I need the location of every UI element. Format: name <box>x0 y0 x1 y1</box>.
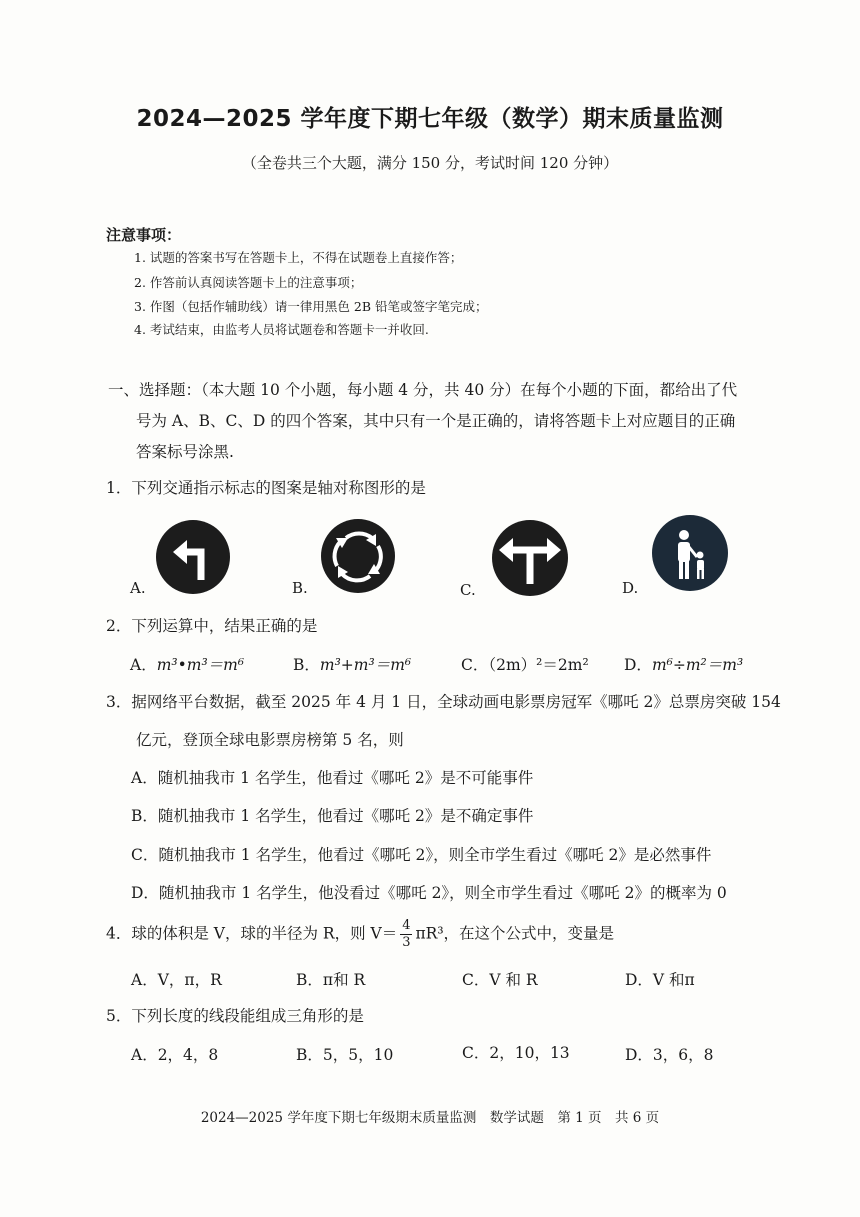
notice-heading: 注意事项： <box>106 226 182 244</box>
page-title: 2024—2025 学年度下期七年级（数学）期末质量监测 <box>136 106 724 132</box>
question-5-stem: 5．下列长度的线段能组成三角形的是 <box>106 1007 364 1025</box>
question-3-option-c: C．随机抽我市 1 名学生，他看过《哪吒 2》，则全市学生看过《哪吒 2》是必然事件 <box>131 846 712 864</box>
question-5-option-d: D．3，6，8 <box>625 1046 714 1064</box>
option-d-label: D. <box>622 579 639 597</box>
option-c-label: C. <box>460 581 476 599</box>
question-3-option-a: A．随机抽我市 1 名学生，他看过《哪吒 2》是不可能事件 <box>131 769 534 787</box>
turn-left-arrow-sign-icon <box>153 518 233 596</box>
notice-item: 1. 试题的答案书写在答题卡上，不得在试题卷上直接作答； <box>134 250 463 265</box>
question-5-option-b: B．5，5，10 <box>296 1046 394 1064</box>
option-b-label: B. <box>292 579 308 597</box>
turn-left-or-right-sign-icon <box>489 518 571 598</box>
question-2-option-d: D．m⁶÷m²＝m³ <box>624 656 744 674</box>
question-4-option-c: C．V 和 R <box>462 971 538 989</box>
notice-item: 3. 作图（包括作辅助线）请一律用黑色 2B 铅笔或签字笔完成； <box>134 299 488 314</box>
question-3-option-b: B．随机抽我市 1 名学生，他看过《哪吒 2》是不确定事件 <box>131 807 534 825</box>
question-4-option-d: D．V 和π <box>625 971 695 989</box>
section-heading-line: 答案标号涂黑. <box>136 443 234 461</box>
notice-item: 2. 作答前认真阅读答题卡上的注意事项； <box>134 275 363 290</box>
pedestrian-sign-icon <box>651 513 729 593</box>
option-a-label: A. <box>130 579 146 597</box>
question-3-stem: 3．据网络平台数据，截至 2025 年 4 月 1 日，全球动画电影票房冠军《哪吒 2》总票房突破 154 <box>106 693 781 711</box>
question-2-option-b: B．m³+m³＝m⁶ <box>293 656 412 674</box>
section-heading-line: 一、选择题：（本大题 10 个小题，每小题 4 分，共 40 分）在每个小题的下面，都给出了代 <box>108 381 738 399</box>
question-1-stem: 1．下列交通指示标志的图案是轴对称图形的是 <box>106 479 426 497</box>
question-5-option-c: C．2，10，13 <box>462 1044 570 1062</box>
exam-info: （全卷共三个大题，满分 150 分，考试时间 120 分钟） <box>241 154 619 172</box>
section-heading-line: 号为 A、B、C、D 的四个答案，其中只有一个是正确的，请将答题卡上对应题目的正确 <box>136 412 736 430</box>
notice-item: 4. 考试结束，由监考人员将试题卷和答题卡一并收回. <box>134 322 429 337</box>
question-2-option-a: A．m³•m³＝m⁶ <box>130 656 245 674</box>
question-4-stem: 4．球的体积是 V，球的半径为 R，则 V＝ $\frac{4}{3}$ πR³，在这个公式中，变量是 <box>106 918 615 950</box>
question-3-option-d: D．随机抽我市 1 名学生，他没看过《哪吒 2》，则全市学生看过《哪吒 2》的概率为 0 <box>131 884 727 902</box>
question-5-option-a: A．2，4，8 <box>131 1046 219 1064</box>
roundabout-sign-icon <box>318 516 398 596</box>
question-2-option-c: C．（2m）²＝2m² <box>461 656 589 674</box>
question-2-stem: 2．下列运算中，结果正确的是 <box>106 617 318 635</box>
question-4-option-b: B．π和 R <box>296 971 366 989</box>
page-footer: 2024—2025 学年度下期七年级期末质量监测 数学试题 第 1 页 共 6 页 <box>200 1110 660 1126</box>
question-4-option-a: A．V，π，R <box>131 971 222 989</box>
question-3-stem-continued: 亿元，登顶全球电影票房榜第 5 名，则 <box>136 731 404 749</box>
fraction: $\frac{4}{3}$ <box>402 918 411 950</box>
